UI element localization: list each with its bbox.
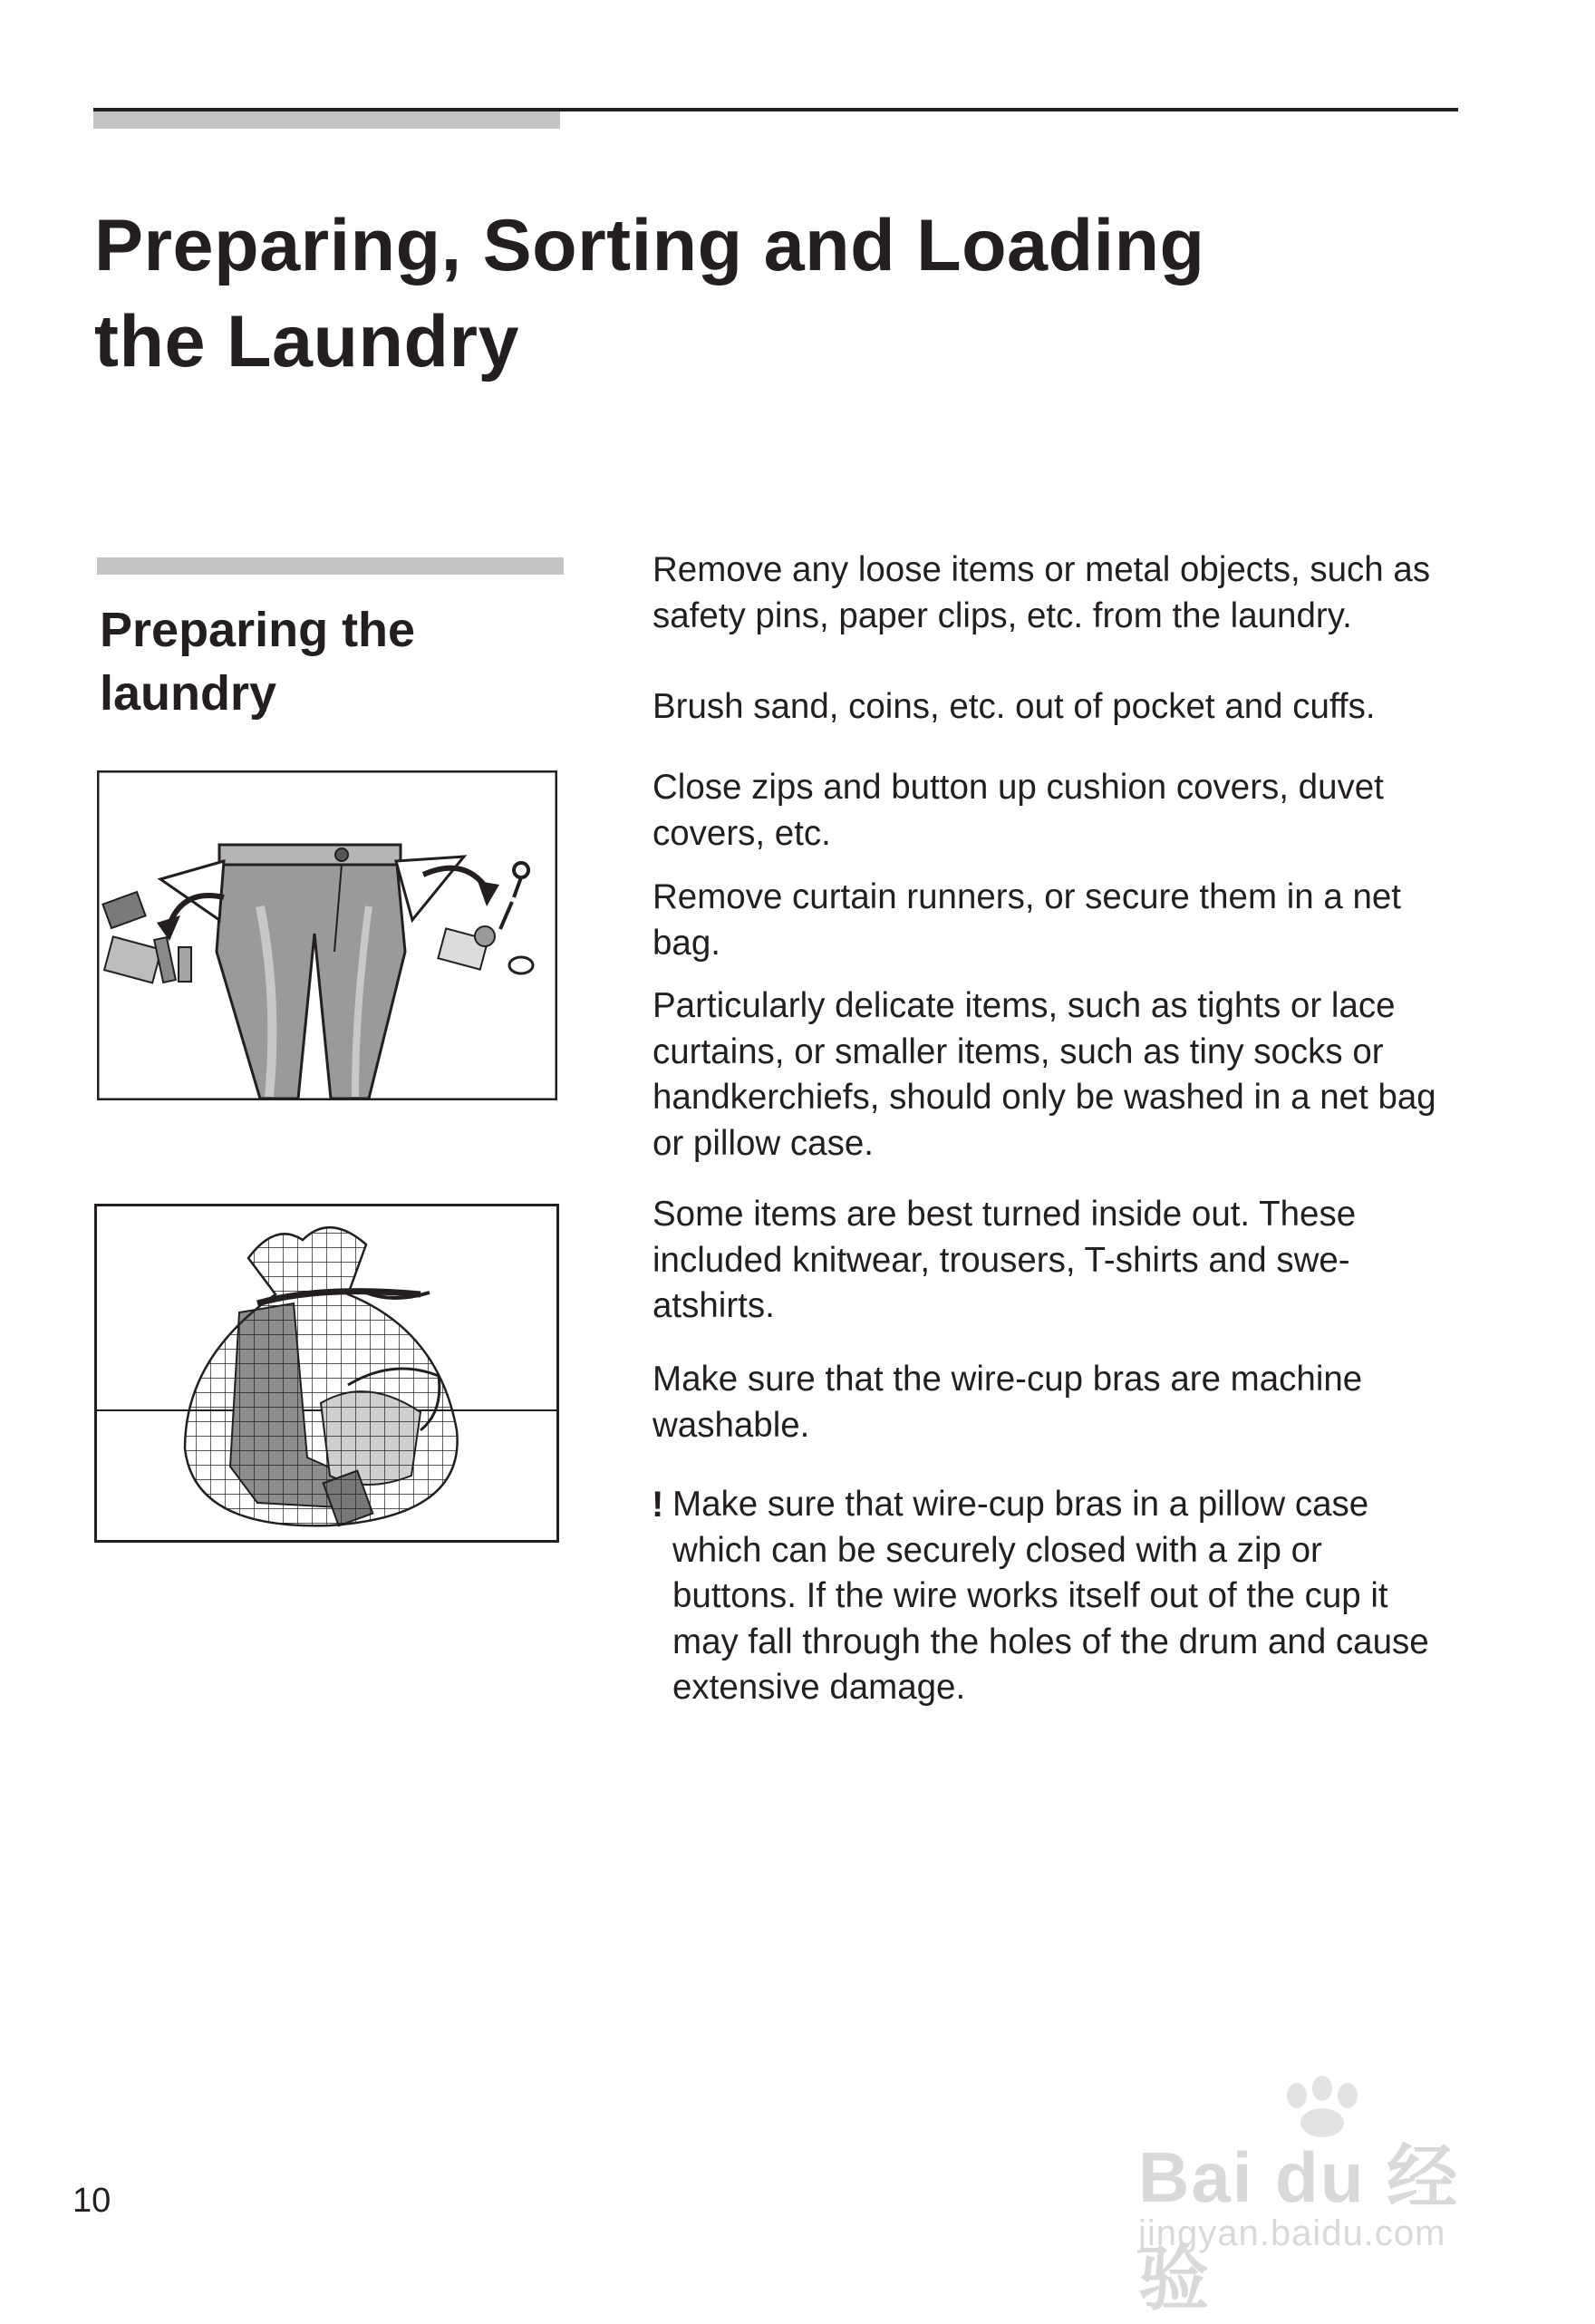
instruction-brush-pockets: Brush sand, coins, etc. out of pocket and cuffs.	[652, 687, 1376, 726]
watermark	[1120, 2076, 1510, 2319]
section-title-line-1: Preparing the	[100, 603, 416, 657]
section-title	[100, 598, 553, 725]
page-title	[94, 198, 1272, 390]
watermark-url: jingyan.baidu.com	[1138, 2213, 1446, 2253]
emptying-pockets-illustration	[97, 770, 557, 1100]
instruction-inside-out: Some items are best turned inside out. These included knitwear, trousers, T-shirts and swe-atshirts.	[652, 1195, 1357, 1325]
instruction-curtain-runners: Remove curtain runners, or secure them in a net bag.	[652, 877, 1402, 963]
page-number: 10	[72, 2182, 111, 2220]
instruction-delicate-items: Particularly delicate items, such as tights or lace curtains, or smaller items, such as tiny socks or handkerchiefs, should only be washed in a net bag or pillow case.	[652, 986, 1436, 1163]
watermark-brand: Bai du 经验	[1138, 2137, 1460, 2319]
header-accent-bar	[93, 111, 560, 129]
section-accent-bar	[97, 557, 564, 575]
instruction-close-zips: Close zips and button up cushion covers, duvet covers, etc.	[652, 768, 1384, 853]
warning-icon: !	[652, 1485, 664, 1525]
instruction-wire-cup-bras: Make sure that the wire-cup bras are machine washable.	[652, 1360, 1363, 1445]
warning-text: Make sure that wire-cup bras in a pillow case which can be securely closed with a zip or buttons. If the wire works itself out of the cup it may fall through the holes of the drum and cause extensive damage.	[672, 1485, 1429, 1707]
page-title-line-1: Preparing, Sorting and Loading	[94, 205, 1205, 286]
net-bag-laundry-illustration	[94, 1204, 559, 1543]
section-title-line-2: laundry	[100, 666, 277, 721]
instruction-remove-loose-items: Remove any loose items or metal objects, such as safety pins, paper clips, etc. from the laundry.	[652, 550, 1431, 635]
page-title-line-2: the Laundry	[94, 301, 520, 382]
